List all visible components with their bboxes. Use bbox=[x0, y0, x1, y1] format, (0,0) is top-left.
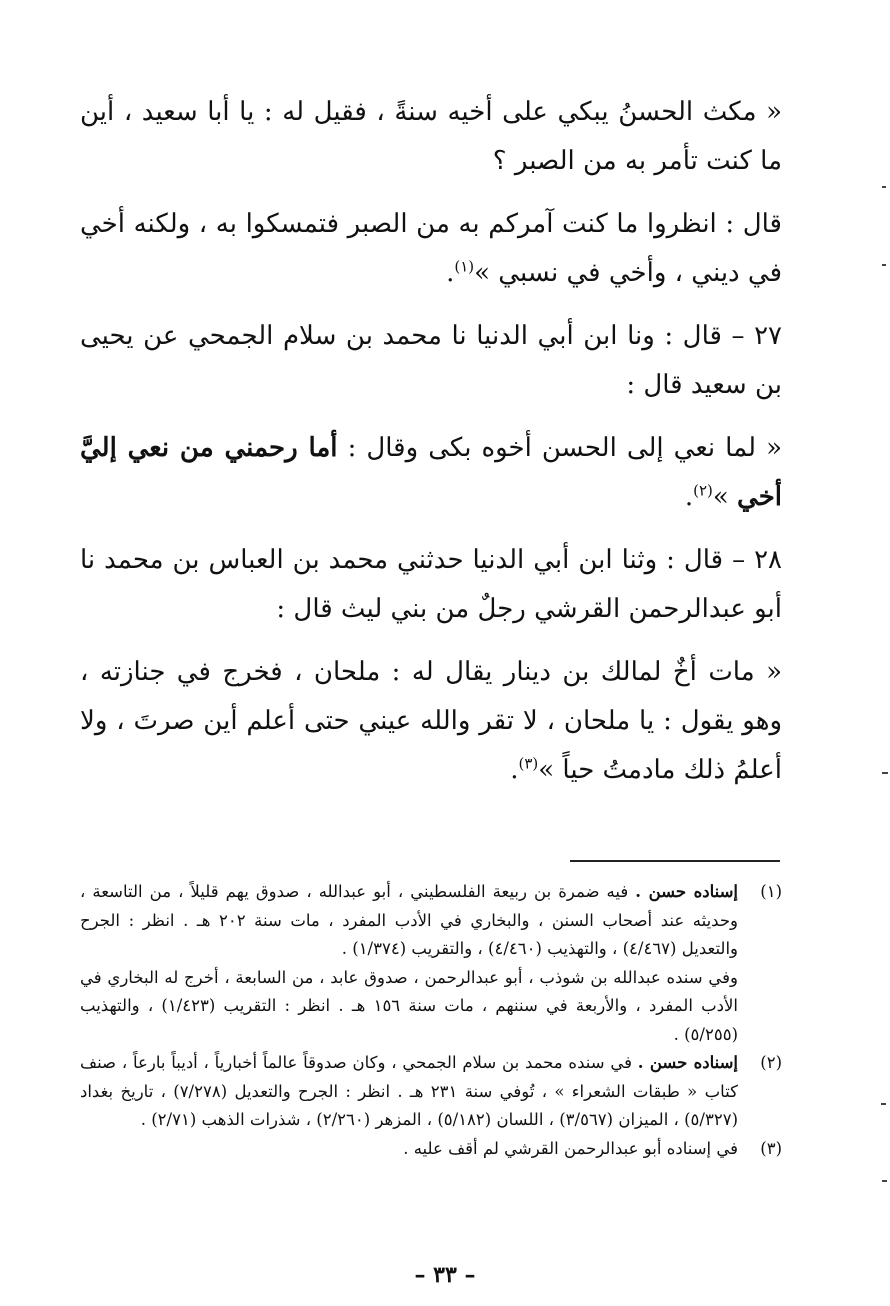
paragraph-text: « مكث الحسنُ يبكي على أخيه سنةً ، فقيل له : يا أبا سعيد ، أين ما كنت تأمر به من الصبر ؟ bbox=[80, 97, 782, 176]
paragraph-text: « مات أخٌ لمالك بن دينار يقال له : ملحان ، فخرج في جنازته ، وهو يقول : يا ملحان ، لا تقر والله عيني حتى أعلم أين صرتَ ، ولا أعلمُ ذلك مادمتُ حياً » bbox=[80, 657, 782, 785]
scan-margin-mark bbox=[882, 772, 888, 774]
paragraph-narration-28 bbox=[80, 536, 782, 634]
paragraph-text: « لما نعي إلى الحسن أخوه بكى وقال : bbox=[337, 433, 782, 463]
scan-margin-mark bbox=[882, 1180, 887, 1182]
paragraph-text: ٢٨ – قال : وثنا ابن أبي الدنيا حدثني محمد بن العباس بن محمد نا أبو عبدالرحمن القرشي رجلٌ من بني ليث قال : bbox=[80, 545, 782, 624]
footnote-separator bbox=[570, 860, 780, 862]
paragraph-text: قال : انظروا ما كنت آمركم به من الصبر فتمسكوا به ، ولكنه أخي في ديني ، وأخي في نسبي » bbox=[80, 209, 782, 288]
footnote-text-continued: وفي سنده عبدالله بن شوذب ، أبو عبدالرحمن ، صدوق عابد ، من السابعة ، أخرج له البخاري في الأدب المفرد ، والأربعة في سننهم ، مات سنة ١٥٦ هـ . انظر : التقريب (١/٤٢٣) ، والتهذيب (٥/٢٥٥) . bbox=[80, 967, 738, 1044]
period: . bbox=[684, 482, 694, 512]
paragraph-hasan-brother bbox=[80, 424, 782, 522]
paragraph-text: ٢٧ – قال : ونا ابن أبي الدنيا نا محمد بن سلام الجمحي عن يحيى بن سعيد قال : bbox=[80, 321, 782, 400]
footnote-lead: إسناده حسن . bbox=[637, 1053, 738, 1072]
footnote-ref: (٢) bbox=[693, 481, 713, 500]
page-number: – ٣٣ – bbox=[414, 1262, 476, 1288]
scan-margin-mark bbox=[882, 264, 886, 266]
period: . bbox=[510, 755, 519, 785]
footnote-2 bbox=[80, 1049, 782, 1135]
footnote-number: (٣) bbox=[760, 1138, 782, 1158]
bold-quote: أما رحمني من نعي إليَّ أخي bbox=[80, 433, 782, 512]
scan-margin-mark bbox=[882, 186, 886, 188]
scan-margin-mark bbox=[881, 1103, 886, 1105]
footnote-ref: (٣) bbox=[518, 754, 539, 773]
paragraph-malik-brother bbox=[80, 648, 782, 795]
footnotes bbox=[80, 878, 782, 1163]
footnote-lead: إسناده حسن . bbox=[635, 882, 738, 901]
footnote-text: في إسناده أبو عبدالرحمن القرشي لم أقف عليه . bbox=[403, 1138, 738, 1158]
paragraph-hasan-mourning bbox=[80, 88, 782, 186]
footnote-3 bbox=[80, 1135, 782, 1164]
main-text bbox=[80, 88, 782, 809]
footnote-text: في سنده محمد بن سلام الجمحي ، وكان صدوقاً عالماً أخبارياً ، أديباً بارعاً ، صنف كتاب « طبقات الشعراء » ، تُوفي سنة ٢٣١ هـ . انظر : الجرح والتعديل (٧/٢٧٨) ، تاريخ بغداد (٥/٣٢٧) ، الميزان (٣/٥٦٧) ، اللسان (٥/١٨٢) ، المزهر (٢/٢٦٠) ، شذرات الذهب (٢/٧١) . bbox=[80, 1053, 738, 1129]
closing-quote: » bbox=[712, 482, 738, 512]
paragraph-hasan-reply bbox=[80, 200, 782, 298]
footnote-number: (٢) bbox=[760, 1053, 782, 1072]
period: . bbox=[446, 258, 455, 288]
footnote-number: (١) bbox=[760, 882, 782, 901]
footnote-text: فيه ضمرة بن ربيعة الفلسطيني ، أبو عبدالله ، صدوق يهم قليلاً ، من التاسعة ، وحديثه عند أصحاب السنن ، والبخاري في الأدب المفرد ، مات سنة ٢٠٢ هـ . انظر : الجرح والتعديل (٤/٤٦٧) ، والتهذيب (٤/٤٦٠) ، والتقريب (١/٣٧٤) . bbox=[80, 882, 738, 958]
footnote-ref: (١) bbox=[454, 257, 475, 276]
paragraph-narration-27 bbox=[80, 312, 782, 410]
footnote-1 bbox=[80, 878, 782, 1049]
